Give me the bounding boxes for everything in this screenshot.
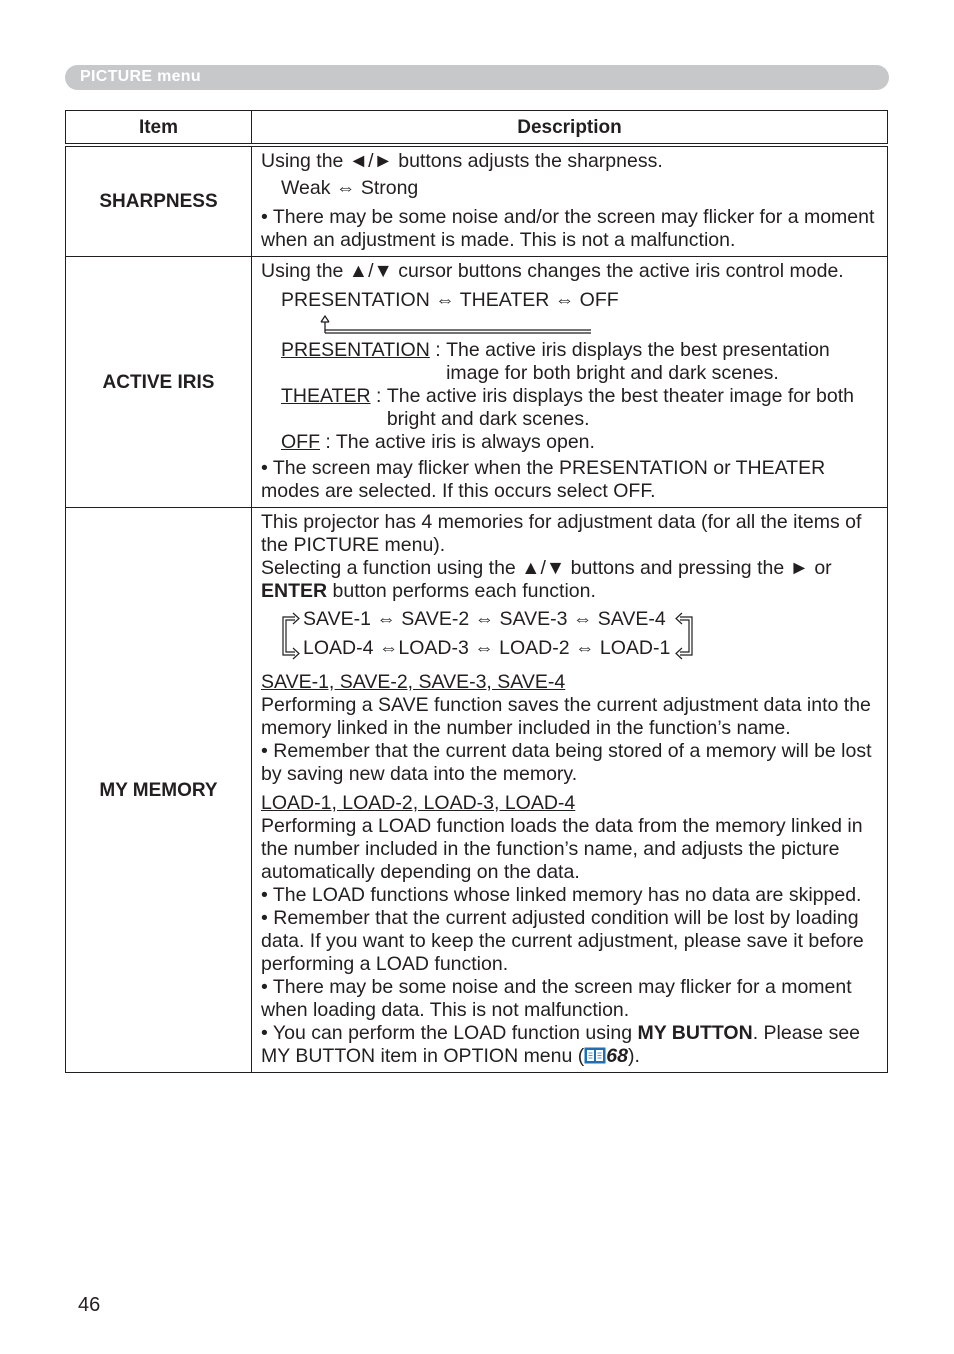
load-note-noise: • There may be some noise and the screen may flicker for a moment when loading data. This is not malfunction. (261, 976, 852, 1021)
save-description: Performing a SAVE function saves the current adjustment data into the memory linked in the number included in the function’s name. (261, 694, 871, 739)
active-iris-cycle: PRESENTATION ⇔ THEATER ⇔ OFF (281, 289, 619, 311)
page-reference[interactable]: 68 (606, 1045, 628, 1067)
active-iris-instruction: Using the ▲/▼ cursor buttons changes the active iris control mode. (261, 260, 844, 282)
active-iris-note: • The screen may flicker when the PRESENTATION or THEATER modes are selected. If this occurs select OFF. (261, 457, 826, 502)
presentation-separator: : (429, 339, 447, 361)
cycle-right-arrow-icon (672, 605, 696, 663)
description-active-iris (252, 257, 888, 508)
theater-separator: : (370, 385, 387, 407)
my-memory-intro: This projector has 4 memories for adjustment data (for all the items of the PICTURE menu). (261, 511, 862, 556)
off-term: OFF (281, 431, 320, 453)
presentation-term: PRESENTATION (281, 339, 430, 361)
my-button-text-end: . Please see MY BUTTON item in OPTION menu ( (261, 1022, 861, 1067)
cycle-left-arrow-icon (281, 605, 301, 663)
column-header-item: Item (66, 111, 252, 146)
description-my-memory (252, 508, 888, 1073)
picture-menu-table (65, 110, 888, 1073)
sharpness-note: • There may be some noise and/or the screen may flicker for a moment when an adjustment is made. This is not a malfunction. (261, 206, 875, 251)
off-description: : The active iris is always open. (320, 431, 595, 453)
presentation-description: The active iris displays the best presentation image for both bright and dark scenes. (446, 339, 830, 384)
selection-text-end: button performs each function. (327, 580, 596, 602)
save-heading: SAVE-1, SAVE-2, SAVE-3, SAVE-4 (261, 671, 566, 693)
section-header-bar (65, 65, 889, 90)
return-arrow-icon (281, 313, 591, 335)
table-row-active-iris (66, 257, 888, 508)
item-sharpness: SHARPNESS (66, 145, 252, 257)
theater-term: THEATER (281, 385, 371, 407)
sharpness-range: Weak ⇔ Strong (281, 177, 419, 199)
enter-label: ENTER (261, 580, 328, 602)
my-button-close: ). (627, 1045, 640, 1067)
my-button-note (261, 1022, 879, 1068)
my-button-text: • You can perform the LOAD function using (261, 1022, 638, 1044)
load-cycle: LOAD-4 ⇔LOAD-3 ⇔ LOAD-2 ⇔ LOAD-1 (303, 637, 671, 659)
item-active-iris: ACTIVE IRIS (66, 257, 252, 508)
presentation-definition (261, 339, 879, 385)
load-note-lost: • Remember that the current adjusted condition will be lost by loading data. If you want to keep the current adjustment, please save it before performing a LOAD function. (261, 907, 864, 975)
sharpness-instruction: Using the ◄/► buttons adjusts the sharpness. (261, 150, 663, 172)
my-button-label: MY BUTTON (637, 1022, 753, 1044)
table-header-row (66, 111, 888, 146)
table-row-my-memory (66, 508, 888, 1073)
section-title: PICTURE menu (80, 68, 201, 85)
theater-description: The active iris displays the best theater image for both bright and dark scenes. (386, 385, 854, 430)
description-sharpness (252, 145, 888, 257)
memory-cycle-diagram (281, 605, 721, 663)
off-definition (261, 431, 879, 454)
page-number: 46 (78, 1294, 101, 1316)
my-memory-selection (261, 557, 879, 603)
save-cycle: SAVE-1 ⇔ SAVE-2 ⇔ SAVE-3 ⇔ SAVE-4 (303, 608, 666, 630)
load-description: Performing a LOAD function loads the data from the memory linked in the number included in the function’s name, and adjusts the picture automatically depending on the data. (261, 815, 863, 883)
book-reference-icon (584, 1047, 606, 1064)
load-heading: LOAD-1, LOAD-2, LOAD-3, LOAD-4 (261, 792, 576, 814)
column-header-description: Description (252, 111, 888, 146)
selection-text: Selecting a function using the ▲/▼ buttons and pressing the ► or (261, 557, 832, 579)
cycle-return-arrow (261, 313, 879, 335)
save-note: • Remember that the current data being stored of a memory will be lost by saving new data into the memory. (261, 740, 872, 785)
theater-definition (261, 385, 879, 431)
item-my-memory: MY MEMORY (66, 508, 252, 1073)
load-note-skipped: • The LOAD functions whose linked memory has no data are skipped. (261, 884, 862, 906)
table-row-sharpness (66, 145, 888, 257)
